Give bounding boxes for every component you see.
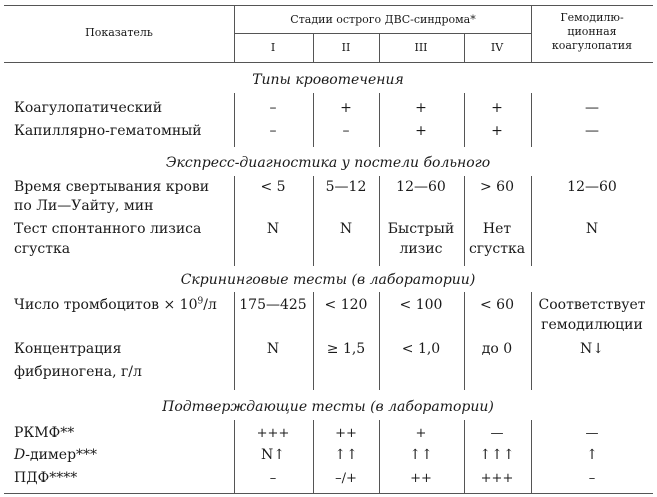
row-label-platelets xyxy=(14,298,217,312)
row-label-capil: Капиллярно-гематомный xyxy=(14,123,202,139)
col-divider xyxy=(379,420,380,493)
cell: N xyxy=(339,221,353,237)
col-divider xyxy=(234,93,235,147)
col-divider xyxy=(531,420,532,493)
cell: –/+ xyxy=(335,471,357,486)
cell: – xyxy=(269,471,277,486)
bottom-rule xyxy=(4,493,653,494)
header-stage-1: I xyxy=(270,41,276,54)
col-divider xyxy=(379,176,380,266)
platelets-label-text: Число тромбоцитов × 10 xyxy=(14,297,198,313)
cell: + xyxy=(340,100,352,116)
cell: ↑↑ xyxy=(409,447,433,463)
row-label-lysis-2: сгустка xyxy=(14,241,71,257)
cell: ↑↑ xyxy=(334,447,358,463)
header-divider-2 xyxy=(313,33,314,62)
cell: +++ xyxy=(480,471,514,486)
cell: — xyxy=(585,123,599,139)
row-label-fibrinogen-1: Концентрация xyxy=(14,341,122,357)
col-divider xyxy=(379,292,380,390)
row-label-clot-time-1: Время свертывания крови xyxy=(14,179,210,195)
header-stage-4: IV xyxy=(490,41,504,54)
ddimer-rest: -димер*** xyxy=(25,447,98,463)
cell: + xyxy=(415,100,427,116)
cell: Соответствует xyxy=(538,297,646,313)
cell: — xyxy=(585,426,599,441)
cell: < 60 xyxy=(480,297,514,313)
col-divider xyxy=(464,176,465,266)
cell: Быстрый xyxy=(387,221,455,237)
row-label-coag: Коагулопатический xyxy=(14,100,163,116)
top-rule xyxy=(4,5,653,6)
cell: – xyxy=(342,123,350,139)
cell: – xyxy=(269,100,277,116)
header-hemodilution-3: коагулопатия xyxy=(551,39,633,52)
header-stages-title: Стадии острого ДВС-синдрома* xyxy=(290,13,476,26)
row-label-pdf: ПДФ**** xyxy=(14,470,78,486)
cell: N xyxy=(266,341,280,357)
header-hemodilution-1: Гемодилю- xyxy=(560,11,624,24)
col-divider xyxy=(531,292,532,390)
cell: ++ xyxy=(410,471,432,486)
cell: — xyxy=(585,100,599,116)
cell: N↑ xyxy=(261,447,285,463)
header-bottom-rule xyxy=(4,62,653,63)
col-divider xyxy=(464,292,465,390)
cell: + xyxy=(415,123,427,139)
header-divider-4 xyxy=(464,33,465,62)
cell: – xyxy=(588,471,596,486)
cell: < 5 xyxy=(260,179,286,195)
section-title-screening: Скрининговые тесты (в лаборатории) xyxy=(180,272,476,288)
cell: ↑↑↑ xyxy=(479,447,515,463)
cell: N xyxy=(266,221,280,237)
col-divider xyxy=(379,93,380,147)
row-label-fibrinogen-2: фибриногена, г/л xyxy=(14,364,142,380)
cell: + xyxy=(491,123,503,139)
cell: до 0 xyxy=(481,341,513,357)
col-divider xyxy=(313,176,314,266)
col-divider xyxy=(531,176,532,266)
header-divider-5 xyxy=(531,5,532,62)
cell: 12—60 xyxy=(396,179,446,195)
col-divider xyxy=(234,176,235,266)
section-title-express: Экспресс-диагностика у постели больного xyxy=(165,155,491,171)
col-divider xyxy=(234,420,235,493)
row-label-clot-time-2: по Ли—Уайту, мин xyxy=(14,198,154,214)
cell: 175—425 xyxy=(239,297,307,313)
header-indicator: Показатель xyxy=(85,26,153,39)
platelets-unit: /л xyxy=(203,297,217,313)
cell: < 1,0 xyxy=(401,341,441,357)
cell: гемодилюции xyxy=(541,317,643,333)
platelets-exponent: 9 xyxy=(197,296,204,307)
row-label-ddimer xyxy=(14,448,97,462)
cell: + xyxy=(415,426,427,441)
col-divider xyxy=(313,93,314,147)
header-divider-3 xyxy=(379,33,380,62)
cell: +++ xyxy=(256,426,290,441)
cell: ≥ 1,5 xyxy=(326,341,366,357)
col-divider xyxy=(531,93,532,147)
cell: ++ xyxy=(335,426,357,441)
header-divider-1 xyxy=(234,5,235,62)
cell: < 120 xyxy=(324,297,368,313)
cell: 5—12 xyxy=(325,179,367,195)
cell: сгустка xyxy=(468,241,526,257)
cell: > 60 xyxy=(480,179,514,195)
cell: < 100 xyxy=(399,297,443,313)
header-stage-3: III xyxy=(414,41,428,54)
col-divider xyxy=(464,420,465,493)
col-divider xyxy=(234,292,235,390)
cell: — xyxy=(490,426,504,441)
stages-rule xyxy=(234,33,531,34)
header-stage-2: II xyxy=(341,41,351,54)
cell: – xyxy=(269,123,277,139)
cell: N↓ xyxy=(580,341,604,357)
cell: ↑ xyxy=(586,447,598,463)
cell: лизис xyxy=(399,241,443,257)
cell: Нет xyxy=(482,221,512,237)
cell: 12—60 xyxy=(567,179,617,195)
cell: + xyxy=(491,100,503,116)
row-label-lysis-1: Тест спонтанного лизиса xyxy=(14,221,202,237)
col-divider xyxy=(464,93,465,147)
col-divider xyxy=(313,420,314,493)
cell: N xyxy=(585,221,599,237)
header-hemodilution-2: ционная xyxy=(567,25,617,38)
section-title-confirm: Подтверждающие тесты (в лаборатории) xyxy=(162,399,494,415)
ddimer-d: D xyxy=(14,447,26,463)
section-title-bleeding: Типы кровотечения xyxy=(252,72,404,88)
col-divider xyxy=(313,292,314,390)
row-label-rkmf: РКМФ** xyxy=(14,425,75,441)
